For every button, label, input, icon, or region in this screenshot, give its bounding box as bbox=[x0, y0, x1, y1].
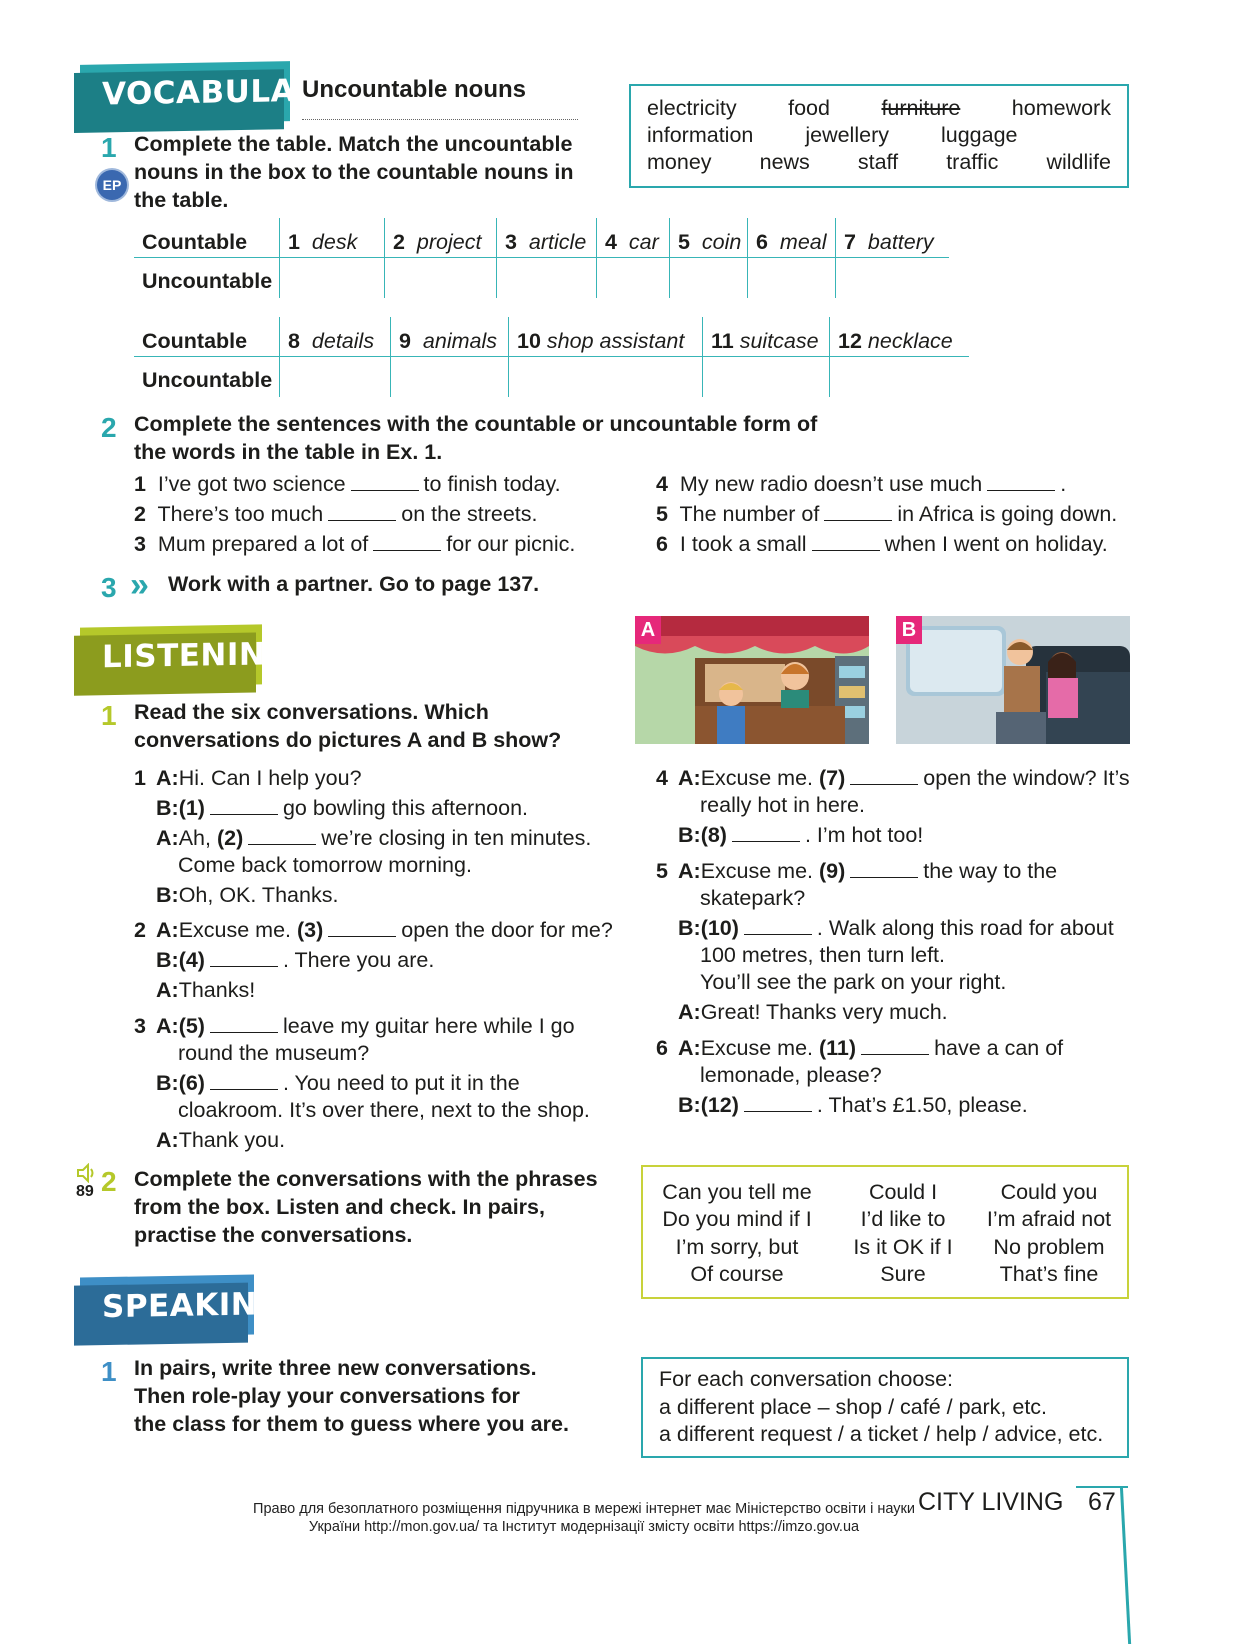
vocab-ex2-number: 2 bbox=[101, 412, 117, 443]
table-cell: 9 animals bbox=[399, 329, 498, 353]
answer-blank[interactable] bbox=[861, 1036, 929, 1055]
answer-blank[interactable] bbox=[328, 918, 396, 937]
conv-line: Come back tomorrow morning. bbox=[178, 853, 472, 877]
instruction-line: nouns in the box to the countable nouns in bbox=[134, 160, 574, 184]
footer-notice-line: Право для безоплатного розміщення підручника в мережі інтернет має Міністерство освіти і науки bbox=[253, 1501, 915, 1517]
row-label-uncountable: Uncountable bbox=[142, 368, 273, 392]
conv-line: B:(10) . Walk along this road for about bbox=[678, 916, 1114, 940]
table-cell: 12 necklace bbox=[838, 329, 953, 353]
conv-line: A:(5) leave my guitar here while I go bbox=[156, 1014, 575, 1038]
listening-ex2-instruction bbox=[134, 1165, 598, 1249]
phrase-column-2 bbox=[823, 1179, 983, 1288]
instruction-line: Then role-play your conversations for bbox=[134, 1384, 520, 1408]
phrase: Do you mind if I bbox=[662, 1207, 812, 1232]
instruction-line: Complete the conversations with the phrases bbox=[134, 1167, 598, 1191]
phrase: I’m afraid not bbox=[986, 1207, 1112, 1232]
listening-banner bbox=[80, 624, 292, 687]
conv-number: 5 bbox=[656, 859, 668, 883]
listening-ex1-instruction bbox=[134, 698, 561, 754]
table-cell: 11 suitcase bbox=[711, 329, 819, 353]
sentence: 5 The number of in Africa is going down. bbox=[656, 502, 1118, 526]
table-cell: 5 coin bbox=[678, 230, 742, 254]
answer-blank[interactable] bbox=[328, 502, 396, 521]
conv-line: A:Excuse me. (11) have a can of bbox=[678, 1036, 1064, 1060]
picture-a-label: A bbox=[635, 616, 661, 644]
instruction-line: from the box. Listen and check. In pairs, bbox=[134, 1195, 545, 1219]
phrase-column-3 bbox=[973, 1179, 1125, 1288]
phrase: Can you tell me bbox=[662, 1180, 812, 1204]
vocab-ex3-number: 3 bbox=[101, 572, 117, 603]
instruction-line: Complete the table. Match the uncountable bbox=[134, 132, 573, 156]
kiosk-illustration bbox=[635, 616, 869, 744]
phrase: Of course bbox=[690, 1261, 784, 1286]
conv-line: skatepark? bbox=[700, 886, 806, 910]
word-box bbox=[629, 84, 1129, 188]
conv-line: A:Excuse me. (3) open the door for me? bbox=[156, 918, 613, 942]
phrase: Could you bbox=[1000, 1180, 1098, 1204]
conv-line: lemonade, please? bbox=[700, 1063, 882, 1087]
conv-line: 100 metres, then turn left. bbox=[700, 943, 945, 967]
word-furniture: furniture bbox=[881, 96, 961, 120]
footer-notice-line: України http://mon.gov.ua/ та Інститут модернізації змісту освіти https://imzo.gov.ua bbox=[308, 1519, 860, 1535]
conv-line: really hot in here. bbox=[700, 793, 865, 817]
table-cell: 2 project bbox=[393, 230, 482, 254]
conv-line: B:(6) . You need to put it in the bbox=[156, 1071, 520, 1095]
table-cell: 10 shop assistant bbox=[517, 329, 685, 353]
conv-line: B:(1) go bowling this afternoon. bbox=[156, 796, 528, 820]
table-rule bbox=[702, 317, 703, 397]
table-cell: 8 details bbox=[288, 329, 375, 353]
conv-line: A:Ah, (2) we’re closing in ten minutes. bbox=[156, 826, 592, 850]
sentence: 4 My new radio doesn’t use much . bbox=[656, 472, 1067, 496]
answer-blank[interactable] bbox=[812, 532, 880, 551]
table-cell: 3 article bbox=[505, 230, 587, 254]
table-rule bbox=[835, 218, 836, 298]
word-row-2 bbox=[647, 123, 1018, 148]
answer-blank[interactable] bbox=[987, 472, 1055, 491]
vocab-ex1-instruction bbox=[134, 130, 594, 214]
table-cell: 1 desk bbox=[288, 230, 358, 254]
table-cell: 4 car bbox=[605, 230, 659, 254]
listening-ex1-number: 1 bbox=[101, 700, 117, 731]
conv-number: 4 bbox=[656, 766, 668, 790]
instruction-line: In pairs, write three new conversations. bbox=[134, 1356, 537, 1380]
table-cell: 7 battery bbox=[844, 230, 934, 254]
answer-blank[interactable] bbox=[850, 859, 918, 878]
answer-blank[interactable] bbox=[210, 796, 278, 815]
conv-line: A:Thanks! bbox=[156, 978, 256, 1002]
answer-blank[interactable] bbox=[850, 766, 918, 785]
table-rule bbox=[390, 317, 391, 397]
phrase: I’d like to bbox=[860, 1207, 946, 1232]
table-rule bbox=[496, 218, 497, 298]
phrase: I’m sorry, but bbox=[675, 1234, 799, 1259]
table-divider bbox=[134, 257, 949, 258]
page-corner-bar bbox=[1120, 1486, 1131, 1644]
instruction-line: Read the six conversations. Which bbox=[134, 700, 489, 724]
conv-line: round the museum? bbox=[178, 1041, 370, 1065]
vocabulary-banner-text: VOCABULARY bbox=[102, 72, 341, 113]
answer-blank[interactable] bbox=[351, 472, 419, 491]
picture-b bbox=[896, 616, 1130, 744]
table-cell: 6 meal bbox=[756, 230, 827, 254]
phrase: Sure bbox=[880, 1261, 926, 1286]
conv-line: B:(12) . That’s £1.50, please. bbox=[678, 1093, 1028, 1117]
listening-banner-text: LISTENING bbox=[102, 635, 292, 676]
double-chevron-icon: » bbox=[130, 566, 149, 604]
conv-line: cloakroom. It’s over there, next to the shop. bbox=[178, 1098, 590, 1122]
word-staff: staff bbox=[857, 150, 899, 174]
picture-b-label: B bbox=[896, 616, 922, 644]
instruction-line: practise the conversations. bbox=[134, 1223, 413, 1247]
noun-table-2 bbox=[134, 317, 969, 397]
conv-line: A:Hi. Can I help you? bbox=[156, 766, 362, 790]
word-food: food bbox=[788, 96, 830, 120]
word-electricity: electricity bbox=[647, 96, 737, 120]
table-rule bbox=[279, 218, 280, 298]
row-label-countable: Countable bbox=[142, 329, 248, 353]
phrase: Could I bbox=[868, 1180, 938, 1204]
train-illustration bbox=[896, 616, 1130, 744]
answer-blank[interactable] bbox=[248, 826, 316, 845]
word-wildlife: wildlife bbox=[1046, 150, 1111, 174]
word-row-1 bbox=[647, 96, 1111, 121]
page-number: 67 bbox=[1088, 1488, 1116, 1516]
info-line: a different place – shop / café / park, etc. bbox=[659, 1394, 1048, 1419]
vocabulary-subtitle: Uncountable nouns bbox=[302, 76, 526, 103]
table-rule bbox=[747, 218, 748, 298]
instruction-line: the class for them to guess where you are. bbox=[134, 1412, 569, 1436]
word-money: money bbox=[647, 150, 712, 174]
word-news: news bbox=[759, 150, 810, 174]
answer-blank[interactable] bbox=[210, 1014, 278, 1033]
table-rule bbox=[279, 317, 280, 397]
info-line: For each conversation choose: bbox=[659, 1367, 953, 1391]
phrase: Is it OK if I bbox=[853, 1234, 953, 1259]
sentence: 3 Mum prepared a lot of for our picnic. bbox=[134, 532, 576, 556]
conv-line: B:(8) . I’m hot too! bbox=[678, 823, 924, 847]
table-rule bbox=[669, 218, 670, 298]
footer-notice bbox=[224, 1500, 944, 1536]
ep-badge: EP bbox=[97, 170, 127, 200]
conv-line: A:Excuse me. (9) the way to the bbox=[678, 859, 1058, 883]
table-rule bbox=[384, 218, 385, 298]
subtitle-dotted-rule bbox=[302, 119, 578, 120]
phrase: That’s fine bbox=[999, 1261, 1099, 1286]
conv-line: A:Excuse me. (7) open the window? It’s bbox=[678, 766, 1130, 790]
row-label-uncountable: Uncountable bbox=[142, 269, 273, 293]
word-luggage: luggage bbox=[940, 123, 1018, 147]
conv-line: A:Great! Thanks very much. bbox=[678, 1000, 948, 1024]
phrase-column-1 bbox=[651, 1179, 823, 1288]
sentence: 6 I took a small when I went on holiday. bbox=[656, 532, 1108, 556]
instruction-line: conversations do pictures A and B show? bbox=[134, 728, 562, 752]
answer-blank[interactable] bbox=[210, 1071, 278, 1090]
vocab-ex1-number: 1 bbox=[101, 132, 117, 163]
instruction-line: the table. bbox=[134, 188, 229, 212]
info-line: a different request / a ticket / help / advice, etc. bbox=[659, 1422, 1104, 1446]
answer-blank[interactable] bbox=[210, 948, 278, 967]
word-traffic: traffic bbox=[946, 150, 999, 174]
speaking-ex1-instruction bbox=[134, 1354, 569, 1438]
conv-number: 1 bbox=[134, 766, 146, 790]
conv-line: B:(4) . There you are. bbox=[156, 948, 435, 972]
word-row-3 bbox=[647, 150, 1111, 175]
speaking-info-box bbox=[641, 1357, 1129, 1458]
speaking-ex1-number: 1 bbox=[101, 1356, 117, 1387]
answer-blank[interactable] bbox=[744, 1093, 812, 1112]
table-rule bbox=[596, 218, 597, 298]
table-divider bbox=[134, 356, 969, 357]
conv-number: 3 bbox=[134, 1014, 146, 1038]
speaker-icon bbox=[76, 1163, 98, 1183]
phrase-box bbox=[641, 1165, 1129, 1299]
word-homework: homework bbox=[1011, 96, 1111, 120]
instruction-line: Complete the sentences with the countable or uncountable form of bbox=[134, 412, 818, 436]
row-label-countable: Countable bbox=[142, 230, 248, 254]
word-information: information bbox=[647, 123, 754, 147]
speaking-banner-text: SPEAKING bbox=[102, 1285, 284, 1326]
noun-table-1 bbox=[134, 218, 949, 298]
vocab-ex2-instruction bbox=[134, 410, 817, 466]
info-lines bbox=[659, 1366, 1103, 1449]
conv-line: A:Thank you. bbox=[156, 1128, 286, 1152]
vocab-ex3-text: Work with a partner. Go to page 137. bbox=[168, 572, 540, 596]
speaking-banner bbox=[80, 1274, 284, 1337]
conv-number: 6 bbox=[656, 1036, 668, 1060]
table-rule bbox=[508, 317, 509, 397]
audio-track-number: 89 bbox=[76, 1183, 94, 1200]
answer-blank[interactable] bbox=[824, 502, 892, 521]
answer-blank[interactable] bbox=[744, 916, 812, 935]
table-rule bbox=[829, 317, 830, 397]
sentence: 1 I’ve got two science to finish today. bbox=[134, 472, 561, 496]
picture-a bbox=[635, 616, 869, 744]
conv-line: B:Oh, OK. Thanks. bbox=[156, 883, 339, 907]
vocabulary-banner bbox=[80, 61, 341, 125]
answer-blank[interactable] bbox=[373, 532, 441, 551]
footer-section-title: CITY LIVING bbox=[918, 1488, 1064, 1516]
sentence: 2 There’s too much on the streets. bbox=[134, 502, 538, 526]
answer-blank[interactable] bbox=[732, 823, 800, 842]
conv-line: You’ll see the park on your right. bbox=[700, 970, 1007, 994]
word-jewellery: jewellery bbox=[805, 123, 889, 147]
conv-number: 2 bbox=[134, 918, 146, 942]
listening-ex2-number: 2 bbox=[101, 1166, 117, 1197]
phrase: No problem bbox=[993, 1234, 1105, 1259]
instruction-line: the words in the table in Ex. 1. bbox=[134, 440, 443, 464]
